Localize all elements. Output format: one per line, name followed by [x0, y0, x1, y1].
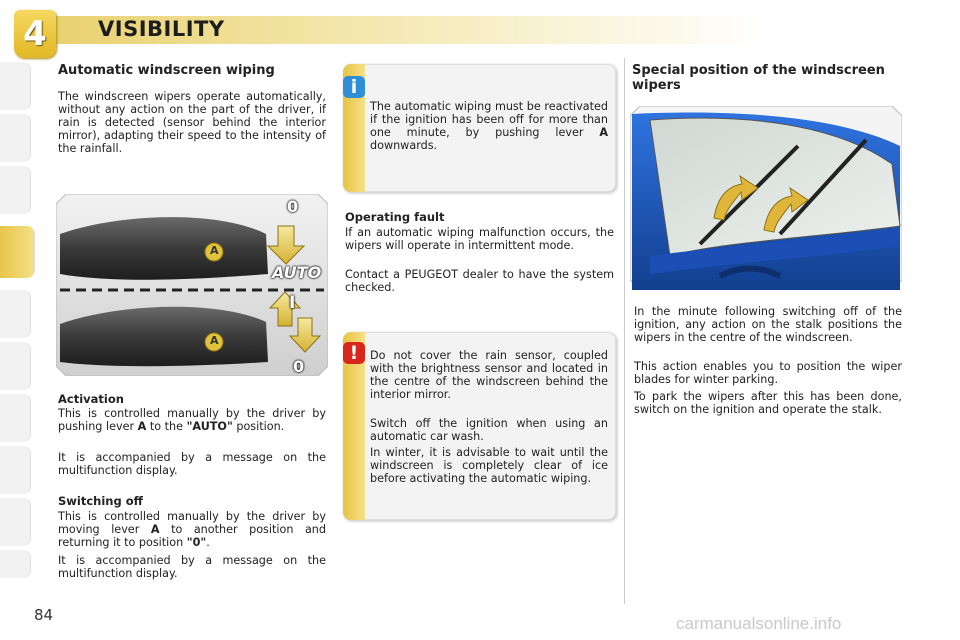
chapter-number: 4 — [23, 14, 47, 54]
switchoff-heading: Switching off — [58, 494, 143, 508]
side-tab[interactable] — [0, 550, 31, 578]
lever-ref: A — [599, 126, 608, 139]
wiper-stalk-figure — [56, 194, 328, 376]
side-tab[interactable] — [0, 342, 31, 390]
position-1-label: I — [289, 293, 296, 313]
warning-text-sensor: Do not cover the rain sensor, coupled with the brightness sensor and located in the centre of the windscreen behind the interior mirror. — [370, 349, 608, 401]
lever-a-label: A — [210, 334, 219, 347]
side-tab[interactable] — [0, 166, 31, 214]
auto-label: AUTO — [272, 263, 322, 282]
section-heading: Automatic windscreen wiping — [58, 63, 275, 78]
side-tab[interactable] — [0, 498, 31, 546]
section-heading: Special position of the windscreen wipers — [632, 63, 885, 93]
page-title: VISIBILITY — [98, 17, 225, 41]
side-tab[interactable] — [0, 446, 31, 494]
fault-dealer-paragraph: Contact a PEUGEOT dealer to have the system checked. — [345, 268, 614, 294]
lever-ref: A — [150, 523, 160, 536]
position-0-label: 0 — [287, 197, 299, 216]
watermark: carmanualsonline.info — [676, 614, 842, 633]
side-tab[interactable] — [0, 114, 31, 162]
warning-text-winter: In winter, it is advisable to wait until the windscreen is completely clear of ice before activating the automatic wiping. — [370, 446, 608, 485]
warning-icon: ! — [343, 342, 365, 364]
side-tab[interactable] — [0, 394, 31, 442]
zero-ref: "0" — [186, 536, 207, 549]
activation-display-note: It is accompanied by a message on the multifunction display. — [58, 451, 326, 477]
special-position-paragraph: In the minute following switching off of the ignition, any action on the stalk positions the wipers in the centre of the windscreen. — [634, 305, 902, 344]
fault-heading: Operating fault — [345, 210, 445, 224]
side-tab[interactable] — [0, 62, 31, 110]
lever-ref: A — [137, 420, 147, 433]
winter-parking-paragraph: This action enables you to position the wiper blades for winter parking. — [634, 360, 902, 386]
warning-text-carwash: Switch off the ignition when using an automatic car wash. — [370, 417, 608, 443]
activation-paragraph: This is controlled manually by the driver by pushing lever A to the "AUTO" position. — [58, 407, 326, 433]
side-tab-active[interactable] — [0, 226, 35, 278]
column-divider — [624, 58, 625, 604]
side-tab[interactable] — [0, 290, 31, 338]
info-note-text: The automatic wiping must be reactivated if the ignition has been off for more than one minute, by pushing lever A downwards. — [370, 100, 608, 152]
lever-a-label: A — [210, 244, 219, 257]
fault-paragraph: If an automatic wiping malfunction occurs, the wipers will operate in intermittent mode. — [345, 226, 614, 252]
info-icon: i — [343, 76, 365, 98]
intro-paragraph: The windscreen wipers operate automatically, without any action on the part of the driver, if rain is detected (sensor behind the interior mirror), adapting their speed to the intensity of the rainfall. — [58, 90, 326, 155]
page-number: 84 — [34, 606, 54, 624]
switchoff-paragraph: This is controlled manually by the driver by moving lever A to another position and returning it to position "0". — [58, 510, 327, 549]
park-wipers-paragraph: To park the wipers after this has been done, switch on the ignition and operate the stalk. — [634, 390, 902, 416]
activation-heading: Activation — [58, 392, 124, 406]
position-0-label: 0 — [293, 357, 305, 376]
windscreen-wipers-figure — [630, 106, 902, 290]
switchoff-display-note: It is accompanied by a message on the multifunction display. — [58, 554, 326, 580]
auto-ref: "AUTO" — [186, 420, 233, 433]
